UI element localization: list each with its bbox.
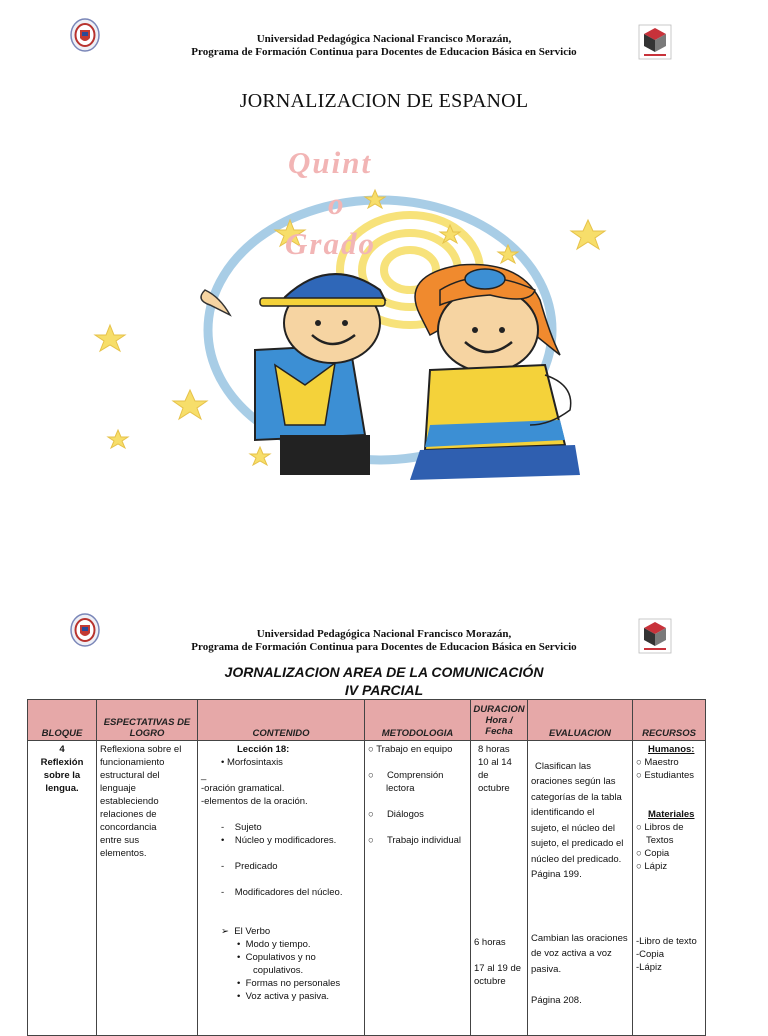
recurso-text: Estudiantes	[644, 770, 695, 781]
table-header-row	[28, 700, 706, 741]
header-contenido: CONTENIDO	[198, 700, 365, 741]
header-recursos: RECURSOS	[633, 700, 706, 741]
recurso-text: Libros de	[644, 822, 684, 833]
expectativa-line: Reflexiona sobre el	[100, 744, 182, 755]
metodologia-text: Trabajo individual	[386, 835, 462, 846]
header-metodologia: METODOLOGIA	[365, 700, 471, 741]
recurso-text: Lápiz	[644, 861, 668, 872]
materiales-label: Materiales	[648, 809, 695, 820]
verbo-text: El Verbo	[234, 926, 271, 937]
verbo-item: Modo y tiempo.	[245, 939, 311, 950]
cell-evaluacion	[528, 741, 633, 1036]
elementos-text: -elementos de la oración.	[201, 796, 308, 807]
metodologia-item: ○ Diálogos	[368, 809, 424, 820]
grade-line-3: Grado	[285, 226, 376, 261]
contenido-underscore: _	[201, 770, 207, 781]
duracion-line: 6 horas	[474, 937, 506, 948]
contenido-bullet: • Núcleo y modificadores.	[221, 835, 337, 846]
expectativa-line: entre sus	[100, 835, 140, 846]
evaluacion-line: Cambian las oraciones	[531, 932, 628, 944]
bloque-name: Reflexión sobre la lengua.	[40, 757, 84, 794]
verbo-bullet: • Voz activa y pasiva.	[237, 991, 330, 1002]
grade-line-2: o	[328, 186, 346, 221]
cover-title: JORNALIZACION DE ESPANOL	[239, 90, 529, 112]
cell-bloque	[28, 741, 97, 1036]
expectativa-line: relaciones de	[100, 809, 157, 820]
predicado-text: Predicado	[234, 861, 278, 872]
page2-title: JORNALIZACION AREA DE LA COMUNICACIÓN	[224, 664, 544, 680]
expectativa-line: concordancia	[100, 822, 157, 833]
cell-recursos	[633, 741, 706, 1036]
sujeto-text: Sujeto	[234, 822, 262, 833]
verbo-bullet: • Copulativos y no	[237, 952, 316, 963]
duracion-line: octubre	[474, 976, 506, 987]
header-duracion: DURACION Hora / Fecha	[471, 700, 528, 741]
expectativa-line: elementos.	[100, 848, 147, 859]
program-name-2: Programa de Formación Continua para Docentes de Educacion Básica en Servicio	[191, 641, 577, 653]
oracion-text: -oración gramatical.	[201, 783, 285, 794]
page2-subtitle: IV PARCIAL	[344, 682, 424, 698]
verbo-arrow-item: ➢ El Verbo	[221, 926, 271, 937]
recurso-item: ○ Lápiz	[636, 861, 668, 872]
cell-contenido	[198, 741, 365, 1036]
recurso-text: Maestro	[644, 757, 679, 768]
verbo-bullet: • Formas no personales	[237, 978, 341, 989]
contenido-dash-item: - Predicado	[221, 861, 278, 872]
evaluacion-line: sujeto, el núcleo del	[531, 822, 615, 834]
expectativa-line: estableciendo	[100, 796, 159, 807]
expectativa-line: lenguaje	[100, 783, 136, 794]
metodologia-text-continued: lectora	[386, 783, 415, 794]
program-cube-logo-2	[638, 618, 672, 654]
metodologia-item: ○ Trabajo en equipo	[368, 744, 453, 755]
duracion-line: 17 al 19 de	[474, 963, 522, 974]
evaluacion-line: pasiva.	[531, 963, 562, 975]
expectativa-line: estructural del	[100, 770, 160, 781]
evaluacion-line: oraciones según las	[531, 776, 616, 787]
metodologia-item: ○ Comprensión	[368, 770, 444, 781]
humanos-label: Humanos:	[648, 744, 695, 755]
morfosintaxis-text: Morfosintaxis	[226, 757, 283, 768]
contenido-dash-item: - Sujeto	[221, 822, 262, 833]
program-name: Programa de Formación Continua para Docentes de Educacion Básica en Servicio	[191, 46, 577, 58]
metodologia-text: Trabajo en equipo	[376, 744, 453, 755]
evaluacion-line: categorías de la tabla	[531, 791, 622, 803]
recurso-item: ○ Maestro	[636, 757, 679, 768]
recurso-extra: -Lápiz	[636, 962, 662, 973]
verbo-bullet: • Modo y tiempo.	[237, 939, 311, 950]
evaluacion-line: sujeto, el predicado el	[531, 838, 624, 849]
metodologia-text: Diálogos	[386, 809, 424, 820]
contenido-bullet: • Morfosintaxis	[221, 757, 283, 768]
evaluacion-page: Página 208.	[531, 994, 582, 1006]
bloque-number: 4	[59, 744, 65, 755]
evaluacion-line: identificando el	[531, 807, 595, 818]
verbo-item: Voz activa y pasiva.	[245, 991, 330, 1002]
leccion-label: Lección 18:	[237, 744, 290, 755]
metodologia-text: Comprensión	[386, 770, 444, 781]
university-name-2: Universidad Pedagógica Nacional Francisco Morazán,	[256, 628, 512, 640]
university-name: Universidad Pedagógica Nacional Francisco Morazán,	[256, 33, 512, 45]
recurso-item: ○ Libros de	[636, 822, 684, 833]
verbo-item: Copulativos y no	[245, 952, 316, 963]
recurso-text-continued: Textos	[646, 835, 674, 846]
recurso-text: Copia	[644, 848, 670, 859]
grade-line-1: Quint	[288, 145, 373, 180]
cell-metodologia	[365, 741, 471, 1036]
duracion-line: de	[478, 770, 489, 781]
cell-duracion	[471, 741, 528, 1036]
verbo-item: Formas no personales	[245, 978, 341, 989]
table-row	[28, 741, 706, 1036]
recurso-item: ○ Estudiantes	[636, 770, 695, 781]
expectativa-line: funcionamiento	[100, 757, 165, 768]
recurso-extra: -Libro de texto	[636, 936, 697, 947]
modificadores-text: Modificadores del núcleo.	[234, 887, 343, 898]
evaluacion-line: Clasifican las	[535, 760, 591, 772]
evaluacion-line: de voz activa a voz	[531, 948, 612, 959]
recurso-item: ○ Copia	[636, 848, 670, 859]
cell-expectativas	[97, 741, 198, 1036]
duracion-line: 10 al 14	[478, 757, 512, 768]
evaluacion-line: núcleo del predicado.	[531, 853, 622, 865]
header-evaluacion: EVALUACION	[528, 700, 633, 741]
contenido-dash-item: - Modificadores del núcleo.	[221, 887, 343, 898]
evaluacion-line: Página 199.	[531, 869, 582, 880]
nucleo-text: Núcleo y modificadores.	[234, 835, 337, 846]
program-cube-logo	[638, 24, 672, 60]
duracion-line: 8 horas	[478, 744, 510, 755]
header-bloque: BLOQUE	[28, 700, 97, 741]
metodologia-item: ○ Trabajo individual	[368, 835, 462, 846]
header-expectativas: ESPECTATIVAS DE LOGRO	[97, 700, 198, 741]
verbo-item-continued: copulativos.	[253, 965, 304, 976]
duracion-line: octubre	[478, 783, 510, 794]
recurso-extra: -Copia	[636, 949, 664, 960]
jornalizacion-table	[27, 699, 706, 1036]
